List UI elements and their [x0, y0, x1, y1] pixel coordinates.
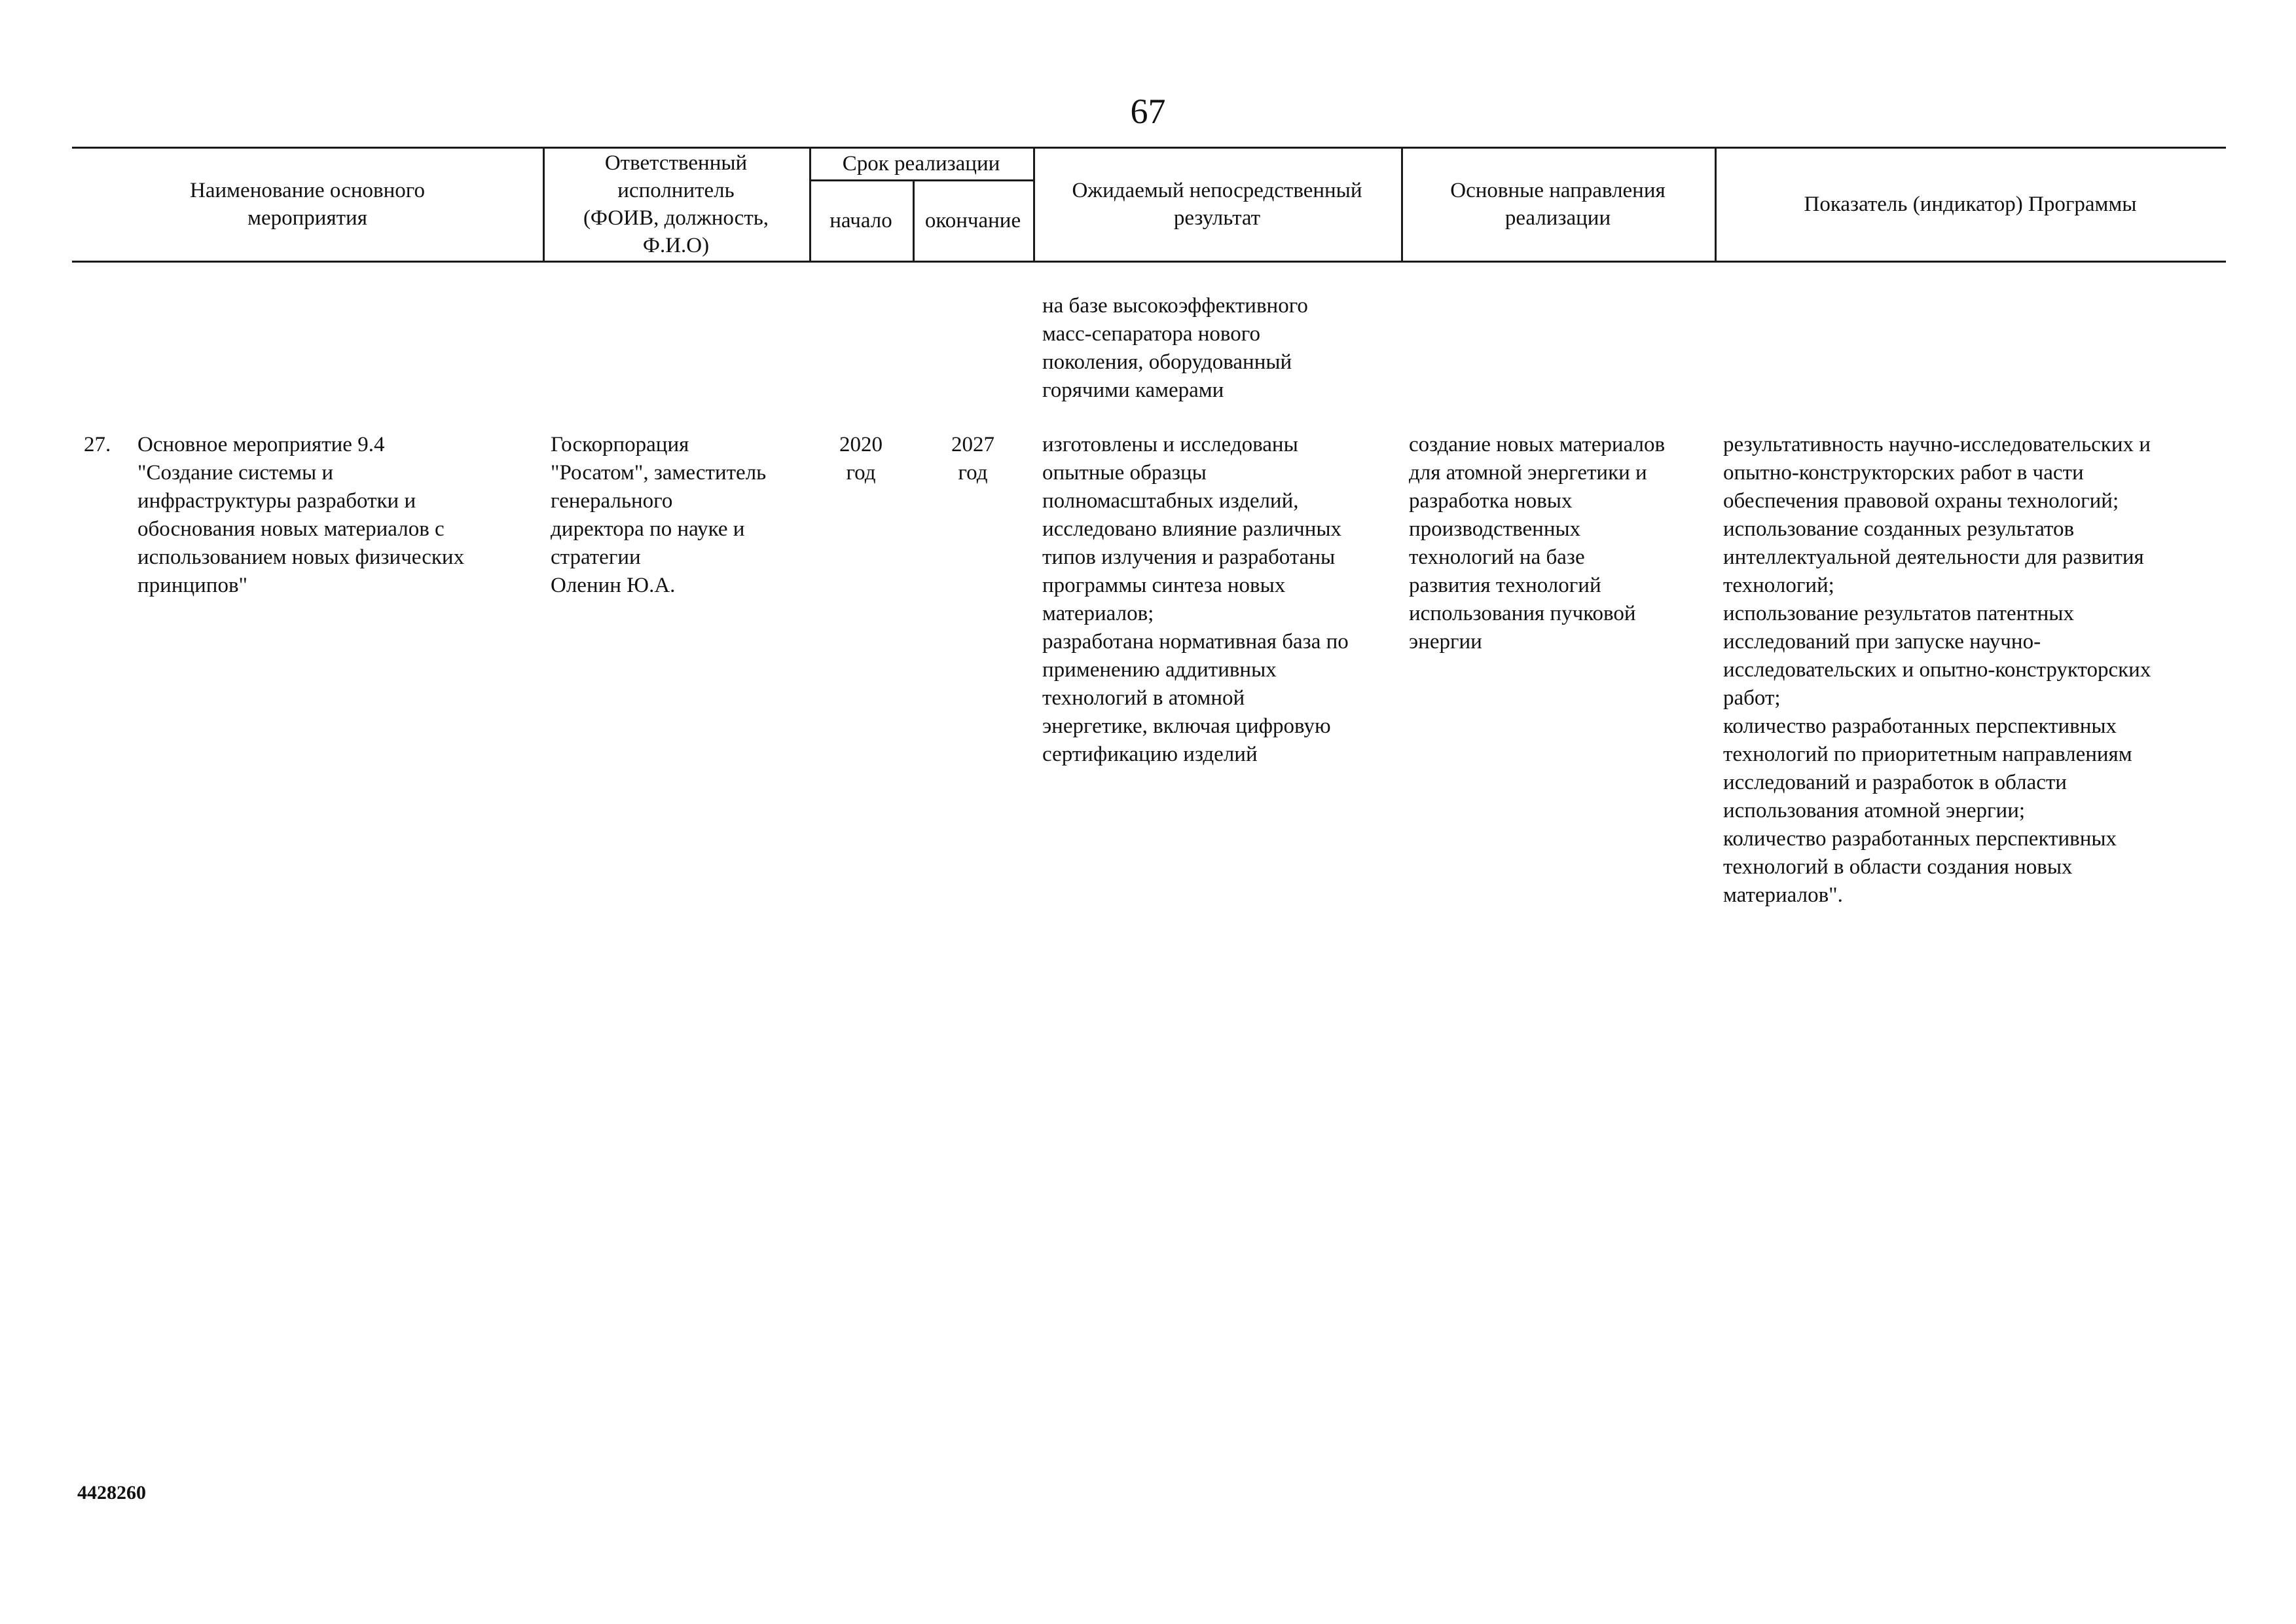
table-header-bottom-border: [72, 261, 2226, 263]
row-indicator: результативность научно-исследовательских и опытно-конструкторских работ в части обеспечения правовой охраны технологий; использование созданных результатов интеллектуальной деятельности для развития технологий; использование результатов патентных исследований при запуске научно- исследовательских и опытно-конструкторских работ; количество разработанных перспективных технологий по приоритетным направлениям исследований и разработок в области использования атомной энергии; количество разработанных перспективных технологий в области создания новых материалов".: [1723, 433, 2151, 907]
page-number: 67: [1130, 92, 1166, 131]
header-end: окончание: [924, 209, 1021, 232]
header-name: Наименование основного мероприятия: [190, 179, 425, 230]
row-name: Основное мероприятие 9.4 "Создание системы и инфраструктуры разработки и обоснования новых материалов с использованием новых физических принципов": [137, 433, 465, 597]
row-start: 2020 год: [839, 433, 883, 485]
document-code: 4428260: [77, 1482, 146, 1504]
header-result: Ожидаемый непосредственный результат: [1072, 179, 1362, 230]
row-end: 2027 год: [951, 433, 994, 485]
continuation-result: на базе высокоэффективного масс-сепаратора нового поколения, оборудованный горячими камерами: [1042, 294, 1308, 402]
header-directions: Основные направления реализации: [1450, 179, 1666, 230]
row-number: 27.: [84, 433, 111, 456]
header-start: начало: [829, 209, 892, 232]
header-responsible: Ответственный исполнитель (ФОИВ, должность, Ф.И.О): [583, 151, 769, 257]
row-responsible: Госкорпорация "Росатом", заместитель генерального директора по науке и стратегии Оленин Ю.А.: [551, 433, 767, 597]
header-period: Срок реализации: [842, 152, 1000, 175]
row-directions: создание новых материалов для атомной энергетики и разработка новых производственных технологий на базе развития технологий использования пучковой энергии: [1409, 433, 1666, 654]
header-indicator: Показатель (индикатор) Программы: [1804, 193, 2137, 216]
row-result: изготовлены и исследованы опытные образцы полномасштабных изделий, исследовано влияние различных типов излучения и разработаны программы синтеза новых материалов; разработана нормативная база по применению аддитивных технологий в атомной энергетике, включая цифровую сертификацию изделий: [1042, 433, 1349, 766]
